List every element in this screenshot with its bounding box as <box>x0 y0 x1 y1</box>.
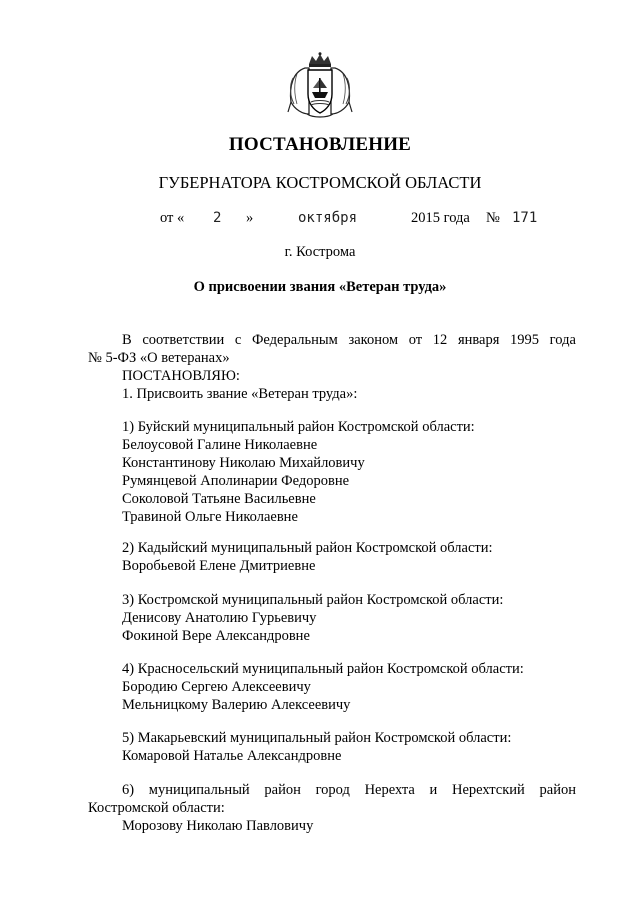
district-heading: 3) Костромской муниципальный район Костромской области: <box>122 592 504 608</box>
district-heading-line-1 <box>88 781 576 799</box>
date-day: 2 <box>213 210 222 226</box>
word: Федеральным <box>251 332 338 348</box>
district-heading-line-2: Костромской области: <box>88 800 225 816</box>
word: В <box>122 332 132 348</box>
district-heading: 1) Буйский муниципальный район Костромской области: <box>122 419 475 435</box>
recipient-name: Бородию Сергею Алексеевичу <box>122 679 311 695</box>
word: 1995 <box>510 332 540 348</box>
recipient-name: Румянцевой Аполинарии Федоровне <box>122 473 350 489</box>
district-heading: 4) Красносельский муниципальный район Костромской области: <box>122 661 524 677</box>
word: район <box>264 782 301 798</box>
word: и <box>429 782 438 798</box>
document-number: 171 <box>512 210 538 226</box>
word: от <box>408 332 423 348</box>
preamble-line-1 <box>88 331 576 349</box>
recipient-name: Воробьевой Елене Дмитриевне <box>122 558 316 574</box>
district-heading: 5) Макарьевский муниципальный район Костромской области: <box>122 730 512 746</box>
document-title: ПОСТАНОВЛЕНИЕ <box>228 134 412 155</box>
word: город <box>315 782 350 798</box>
item-1: 1. Присвоить звание «Ветеран труда»: <box>122 386 358 402</box>
district-group-4 <box>88 660 576 714</box>
word: 12 <box>432 332 448 348</box>
decree-word: ПОСТАНОВЛЯЮ: <box>122 368 240 384</box>
word: Нерехтский <box>452 782 525 798</box>
word: января <box>457 332 500 348</box>
word: с <box>234 332 242 348</box>
date-year: 2015 года <box>411 210 470 226</box>
coat-of-arms-emblem <box>285 52 355 120</box>
word: законом <box>348 332 399 348</box>
district-heading: 2) Кадыйский муниципальный район Костромской области: <box>122 540 493 556</box>
recipient-name: Белоусовой Галине Николаевне <box>122 437 318 453</box>
preamble-block <box>88 331 576 403</box>
recipient-name: Морозову Николаю Павловичу <box>122 818 314 834</box>
word: район <box>539 782 576 798</box>
document-subject: О присвоении звания «Ветеран труда» <box>193 279 447 295</box>
district-group-2 <box>88 539 576 575</box>
word: 6) <box>122 782 135 798</box>
recipient-name: Константинову Николаю Михайловичу <box>122 455 365 471</box>
document-issuer: ГУБЕРНАТОРА КОСТРОМСКОЙ ОБЛАСТИ <box>158 173 482 192</box>
word: соответствии <box>142 332 225 348</box>
recipient-name: Травиной Ольге Николаевне <box>122 509 298 525</box>
number-sign: № <box>486 210 500 226</box>
date-from-label: от « <box>160 210 185 226</box>
district-group-5 <box>88 729 576 765</box>
city-line: г. Кострома <box>284 244 356 260</box>
district-group-1 <box>88 418 576 526</box>
district-group-6 <box>88 781 576 835</box>
recipient-name: Комаровой Наталье Александровне <box>122 748 342 764</box>
preamble-line-2: № 5-ФЗ «О ветеранах» <box>88 350 230 366</box>
recipient-name: Фокиной Вере Александровне <box>122 628 310 644</box>
word: года <box>549 332 576 348</box>
word: Нерехта <box>364 782 415 798</box>
recipient-name: Соколовой Татьяне Васильевне <box>122 491 316 507</box>
date-close-quote: » <box>246 210 254 226</box>
word: муниципальный <box>148 782 250 798</box>
district-group-3 <box>88 591 576 645</box>
recipient-name: Денисову Анатолию Гурьевичу <box>122 610 317 626</box>
recipient-name: Мельницкому Валерию Алексеевичу <box>122 697 351 713</box>
date-month: октября <box>298 210 358 226</box>
